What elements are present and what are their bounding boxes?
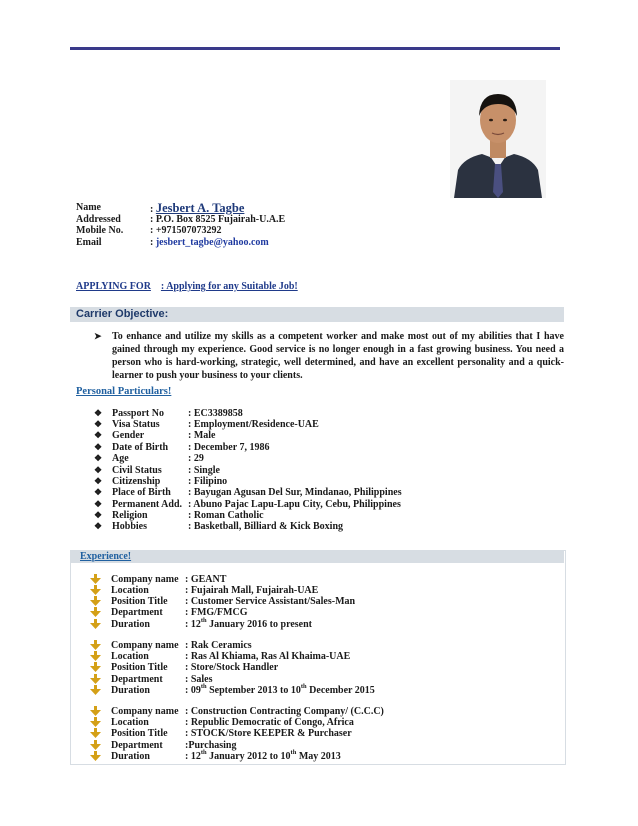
experience-title: Experience!: [80, 551, 132, 562]
duration-part: : 12: [185, 751, 201, 762]
department-value: : Sales: [185, 674, 213, 685]
personal-label: Civil Status: [112, 465, 162, 476]
department-label: Department: [111, 740, 163, 751]
diamond-bullet-icon: ❖: [94, 521, 103, 531]
name-label: Name: [76, 202, 101, 213]
personal-label: Place of Birth: [112, 487, 171, 498]
position-value: : STOCK/Store KEEPER & Purchaser: [185, 728, 352, 739]
department-value: : FMG/FMCG: [185, 607, 248, 618]
email-link[interactable]: jesbert_tagbe@yahoo.com: [155, 237, 269, 248]
separator: :: [150, 237, 154, 248]
down-arrow-bullet-icon: [90, 751, 101, 764]
location-label: Location: [111, 717, 149, 728]
position-value: : Store/Stock Handler: [185, 662, 279, 673]
experience-header-bar: [70, 550, 564, 563]
location-label: Location: [111, 585, 149, 596]
email-label: Email: [76, 237, 102, 248]
department-label: Department: [111, 674, 163, 685]
company-value: : GEANT: [185, 574, 227, 585]
arrow-bullet-icon: ➤: [94, 331, 102, 341]
personal-label: Citizenship: [112, 476, 161, 487]
objective-text: To enhance and utilize my skills as a competent worker and make most out of my abilities that I have gained through my experience. Good service is no longer enough in a fast growing business. You need a person who is hard-working, strategic, well determined, and have an excellent personality and a quick-learner to push your business to your clients.: [112, 331, 564, 381]
diamond-bullet-icon: ❖: [94, 430, 103, 440]
duration-value: [185, 619, 312, 630]
personal-value: : 29: [188, 453, 204, 464]
duration-sup: th: [290, 749, 297, 756]
applying-label: APPLYING FOR: [76, 281, 151, 292]
position-label: Position Title: [111, 596, 168, 607]
duration-value: [185, 751, 341, 762]
personal-value: : Roman Catholic: [188, 510, 264, 521]
position-value: : Customer Service Assistant/Sales-Man: [185, 596, 356, 607]
location-value: : Fujairah Mall, Fujairah-UAE: [185, 585, 319, 596]
duration-part: : 09: [185, 685, 201, 696]
applying-for: [76, 281, 298, 292]
department-value: :Purchasing: [185, 740, 237, 751]
location-value: : Ras Al Khiama, Ras Al Khaima-UAE: [185, 651, 351, 662]
duration-part: : 12: [185, 619, 201, 630]
duration-sup: th: [200, 749, 207, 756]
separator: :: [150, 214, 154, 225]
down-arrow-bullet-icon: [90, 685, 101, 698]
duration-sup: th: [200, 683, 207, 690]
position-label: Position Title: [111, 728, 168, 739]
diamond-bullet-icon: ❖: [94, 408, 103, 418]
top-rule: [70, 47, 560, 50]
duration-part: December 2015: [306, 685, 375, 696]
separator: :: [150, 225, 154, 236]
diamond-bullet-icon: ❖: [94, 476, 103, 486]
personal-value: : Filipino: [188, 476, 228, 487]
personal-value: : Bayugan Agusan Del Sur, Mindanao, Philippines: [188, 487, 402, 498]
duration-label: Duration: [111, 619, 150, 630]
personal-value: : Abuno Pajac Lapu-Lapu City, Cebu, Philippines: [188, 499, 401, 510]
diamond-bullet-icon: ❖: [94, 510, 103, 520]
personal-label: Passport No: [112, 408, 164, 419]
personal-value: : Single: [188, 465, 220, 476]
personal-value: : Employment/Residence-UAE: [188, 419, 319, 430]
personal-label: Visa Status: [112, 419, 160, 430]
location-label: Location: [111, 651, 149, 662]
company-label: Company name: [111, 706, 179, 717]
duration-part: May 2013: [296, 751, 341, 762]
personal-title: Personal Particulars!: [76, 386, 172, 397]
personal-value: : Male: [188, 430, 216, 441]
separator: :: [150, 204, 154, 215]
personal-value: : EC3389858: [188, 408, 243, 419]
department-label: Department: [111, 607, 163, 618]
profile-photo: [450, 80, 546, 198]
duration-part: January 2016 to present: [206, 619, 312, 630]
diamond-bullet-icon: ❖: [94, 442, 103, 452]
personal-value: : Basketball, Billiard & Kick Boxing: [188, 521, 344, 532]
diamond-bullet-icon: ❖: [94, 453, 103, 463]
location-value: : Republic Democratic of Congo, Africa: [185, 717, 354, 728]
duration-part: January 2012 to 10: [206, 751, 291, 762]
duration-label: Duration: [111, 751, 150, 762]
objective-title: Carrier Objective:: [76, 308, 169, 320]
mobile-value: +971507073292: [155, 225, 222, 236]
personal-label: Hobbies: [112, 521, 148, 532]
personal-value: : December 7, 1986: [188, 442, 270, 453]
mobile-value-wrap: [150, 225, 222, 237]
diamond-bullet-icon: ❖: [94, 465, 103, 475]
mobile-label: Mobile No.: [76, 225, 124, 236]
duration-sup: th: [300, 683, 307, 690]
down-arrow-bullet-icon: [90, 619, 101, 632]
duration-label: Duration: [111, 685, 150, 696]
diamond-bullet-icon: ❖: [94, 419, 103, 429]
position-label: Position Title: [111, 662, 168, 673]
duration-value: [185, 685, 375, 696]
personal-label: Gender: [112, 430, 145, 441]
duration-sup: th: [200, 617, 207, 624]
address-label: Addressed: [76, 214, 121, 225]
company-label: Company name: [111, 640, 179, 651]
email-value-wrap: [150, 237, 269, 249]
duration-part: September 2013 to 10: [206, 685, 301, 696]
company-value: : Construction Contracting Company/ (C.C.C): [185, 706, 384, 717]
address-value: P.O. Box 8525 Fujairah-U.A.E: [155, 214, 286, 225]
personal-label: Date of Birth: [112, 442, 169, 453]
personal-label: Age: [112, 453, 129, 464]
applying-value: : Applying for any Suitable Job!: [160, 281, 298, 292]
diamond-bullet-icon: ❖: [94, 499, 103, 509]
personal-label: Religion: [112, 510, 148, 521]
diamond-bullet-icon: ❖: [94, 487, 103, 497]
personal-label: Permanent Add.: [112, 499, 182, 510]
company-label: Company name: [111, 574, 179, 585]
company-value: : Rak Ceramics: [185, 640, 252, 651]
name-value: Jesbert A. Tagbe: [155, 201, 245, 215]
